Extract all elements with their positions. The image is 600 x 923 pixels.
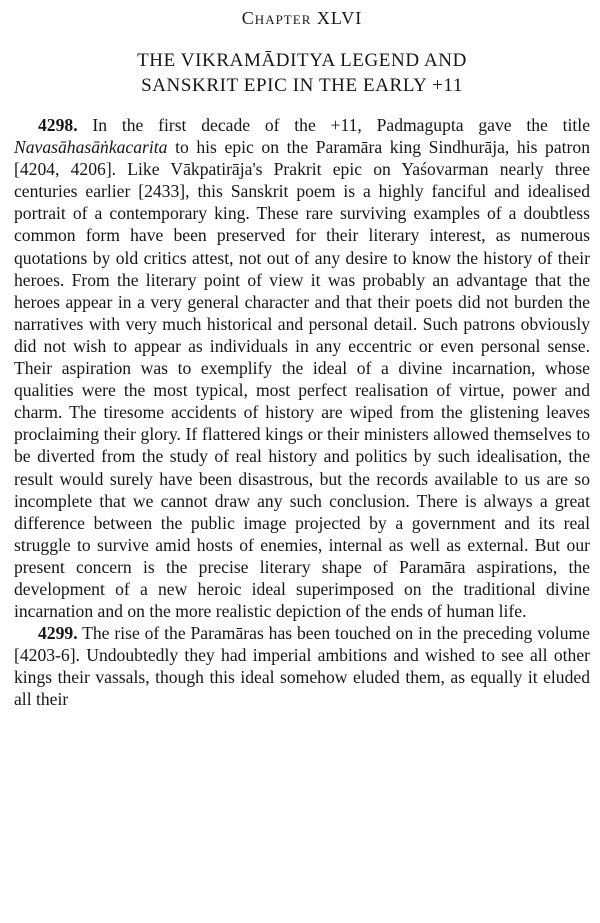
- paragraph-text: In the first decade of the +11, Padmagupta gave the title: [77, 115, 590, 135]
- italic-title: Navasāhasāṅkacarita: [14, 137, 168, 158]
- paragraph-4298: [14, 114, 590, 622]
- paragraph-4299: [14, 622, 590, 710]
- chapter-title: [14, 48, 590, 98]
- chapter-title-line-1: THE VIKRAMĀDITYA LEGEND AND: [137, 50, 467, 71]
- paragraph-number: 4298.: [38, 115, 78, 135]
- body-text: [14, 114, 590, 711]
- paragraph-text: to his epic on the Paramāra king Sindhurāja, his patron [4204, 4206]. Like Vākpatirāja's Prakrit epic on Yaśovarman nearly three centuries earlier [2433], this Sanskrit poem is a highly fanciful and idealised portrait of a contemporary king. These rare surviving examples of a doubtless common form have been preserved for their literary interest, as numerous quotations by old critics attest, not out of any desire to know the history of their heroes. From the literary point of view it was probably an advantage that the heroes appear in a very general character and that their poets did not burden the narratives with very much historical and personal detail. Such patrons obviously did not wish to appear as individuals in any eccentric or even personal sense. Their aspiration was to exemplify the ideal of a divine incarnation, whose qualities were the most typical, most perfect realisation of virtue, power and charm. The tiresome accidents of history are wiped from the glistening leaves proclaiming their glory. If flattered kings or their ministers allowed themselves to be diverted from the study of real history and politics by such idealisation, the result would surely have been disastrous, but the records available to us are so incomplete that we cannot draw any such conclusion. There is always a great difference between the public image projected by a government and its real struggle to survive amid hosts of enemies, internal as well as external. But our present concern is the precise literary shape of Paramāra aspirations, the development of a new heroic ideal superimposed on the traditional divine incarnation and on the more realistic depiction of the ends of human life.: [14, 137, 590, 622]
- paragraph-text: The rise of the Paramāras has been touched on in the preceding volume [4203-6]. Undoubtedly they had imperial ambitions and wished to see all other kings their vassals, though this ideal somehow eluded them, as equally it eluded all their: [14, 623, 590, 710]
- paragraph-number: 4299.: [38, 623, 78, 644]
- chapter-heading: Chapter XLVI: [241, 8, 363, 28]
- chapter-title-line-2: SANSKRIT EPIC IN THE EARLY +11: [141, 75, 463, 96]
